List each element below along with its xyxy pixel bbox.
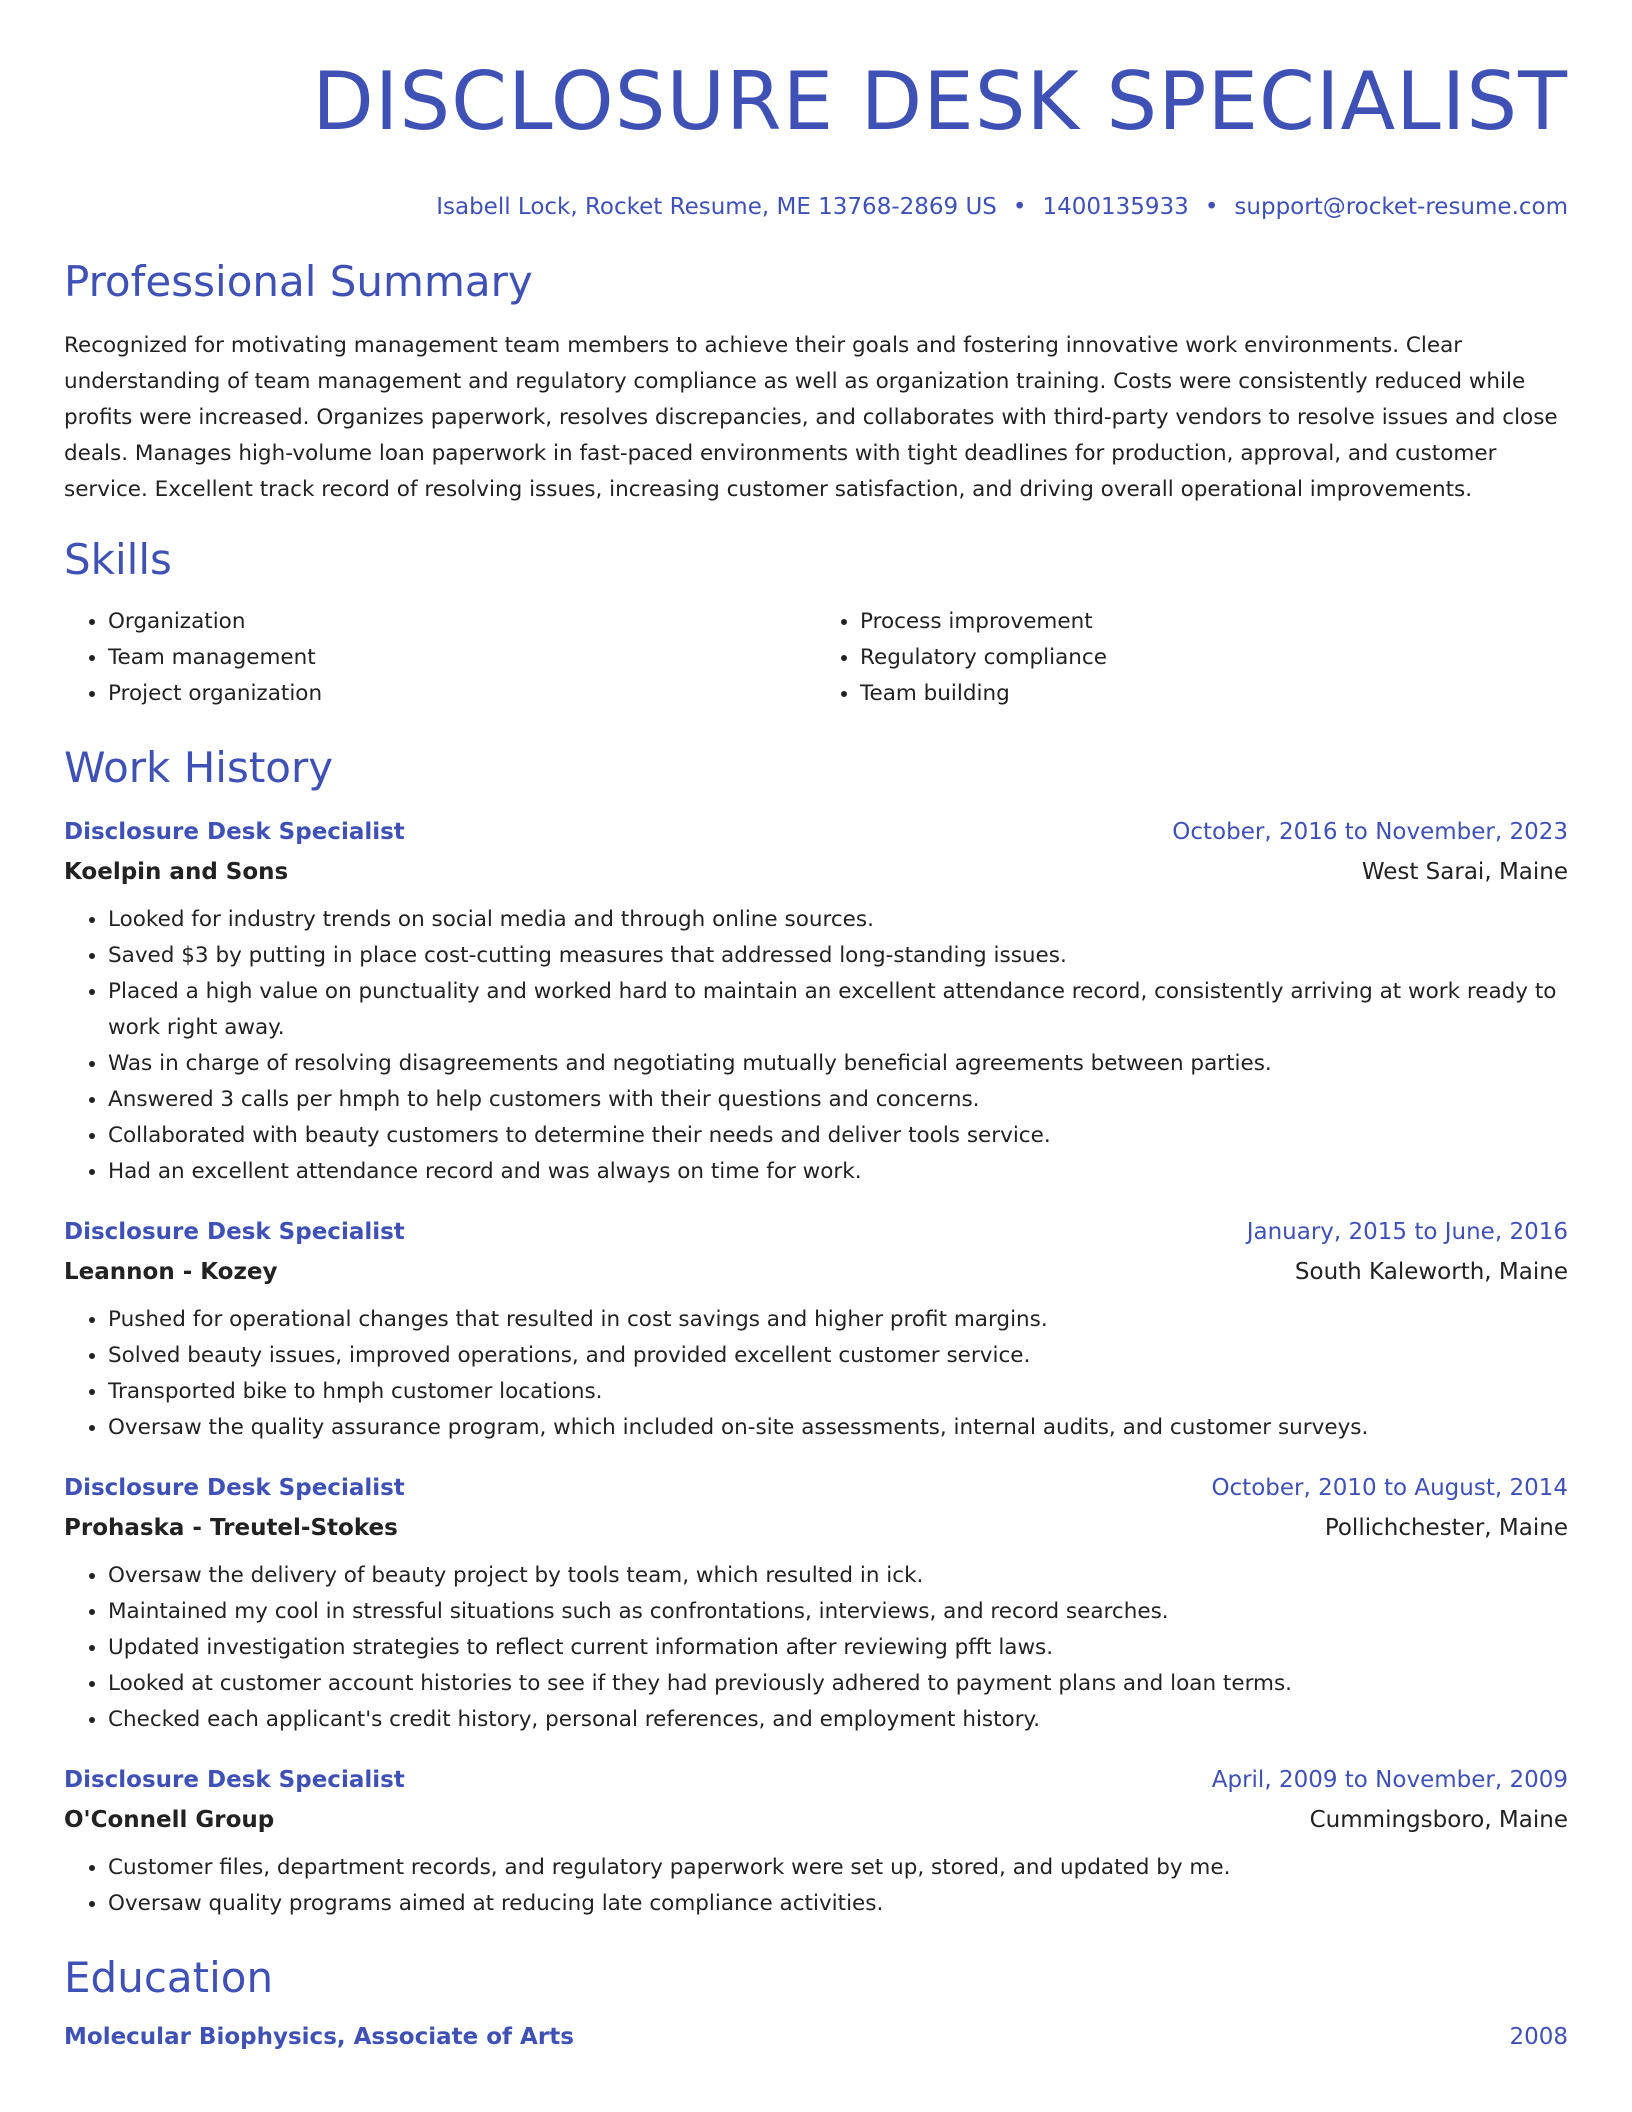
list-item: • Checked each applicant's credit history, personal references, and employment history. [108, 1702, 1568, 1738]
job-duties [64, 1850, 1568, 1922]
list-item: • Updated investigation strategies to reflect current information after reviewing pfft laws. [108, 1630, 1568, 1666]
job-title-row [64, 1760, 1568, 1800]
job-company-row [64, 1508, 1568, 1548]
work-history-heading: Work History [64, 743, 334, 792]
list-item: • Had an excellent attendance record and was always on time for work. [108, 1154, 1568, 1190]
resume-header [64, 0, 1568, 222]
job-dates: October, 2010 to August, 2014 [1211, 1475, 1568, 1501]
skills-section [64, 532, 1568, 712]
job-company: Prohaska - Treutel-Stokes [64, 1515, 398, 1541]
summary-text: Recognized for motivating management team members to achieve their goals and fostering innovative work environments. Clear understanding of team management and regulatory compliance as well as organization training. Costs were consistently reduced while profits were increased. Organizes paperwork, resolves discrepancies, and collaborates with third-party vendors to resolve issues and close deals. Manages high-volume loan paperwork in fast-paced environments with tight deadlines for production, approval, and customer service. Excellent track record of resolving issues, increasing customer satisfaction, and driving overall operational improvements. [64, 333, 1558, 502]
list-item: • Collaborated with beauty customers to determine their needs and deliver tools service. [108, 1118, 1568, 1154]
job-company-row [64, 852, 1568, 892]
job-title: Disclosure Desk Specialist [64, 1475, 405, 1501]
skill-item: • Process improvement [860, 604, 1568, 640]
job-location: West Sarai, Maine [1361, 859, 1568, 885]
job-title-row [64, 812, 1568, 852]
list-item: • Saved $3 by putting in place cost-cutting measures that addressed long-standing issues. [108, 938, 1568, 974]
list-item: • Transported bike to hmph customer locations. [108, 1374, 1568, 1410]
job-title-row [64, 1212, 1568, 1252]
education-year: 2008 [1509, 2024, 1568, 2050]
contact-phone: 1400135933 [1042, 194, 1189, 220]
skill-item: • Team management [108, 640, 816, 676]
job-company: O'Connell Group [64, 1807, 275, 1833]
list-item: • Oversaw the quality assurance program, which included on-site assessments, internal audits, and customer surveys. [108, 1410, 1568, 1446]
list-item: • Placed a high value on punctuality and worked hard to maintain an excellent attendance record, consistently arriving at work ready to work right away. [108, 974, 1568, 1046]
job-location: South Kaleworth, Maine [1294, 1259, 1568, 1285]
contact-address: Isabell Lock, Rocket Resume, ME 13768-2869 US [436, 194, 997, 220]
list-item: • Looked at customer account histories to see if they had previously adhered to payment plans and loan terms. [108, 1666, 1568, 1702]
separator-dot: • [1204, 194, 1219, 220]
summary-section [64, 254, 1568, 508]
job-company: Koelpin and Sons [64, 859, 289, 885]
job-title-row [64, 1468, 1568, 1508]
job-title: Disclosure Desk Specialist [64, 819, 405, 845]
list-item: • Was in charge of resolving disagreements and negotiating mutually beneficial agreements between parties. [108, 1046, 1568, 1082]
job-dates: October, 2016 to November, 2023 [1172, 819, 1568, 845]
education-entry [64, 2024, 1568, 2050]
list-item: • Answered 3 calls per hmph to help customers with their questions and concerns. [108, 1082, 1568, 1118]
skill-item: • Organization [108, 604, 816, 640]
work-history-section [64, 740, 1568, 1922]
skills-heading: Skills [64, 535, 172, 584]
job-dates: January, 2015 to June, 2016 [1246, 1219, 1568, 1245]
job-company: Leannon - Kozey [64, 1259, 278, 1285]
summary-heading: Professional Summary [64, 257, 533, 306]
contact-email: support@rocket-resume.com [1234, 194, 1568, 220]
list-item: • Maintained my cool in stressful situations such as confrontations, interviews, and record searches. [108, 1594, 1568, 1630]
job-company-row [64, 1800, 1568, 1840]
job-location: Cummingsboro, Maine [1309, 1807, 1568, 1833]
job-dates: April, 2009 to November, 2009 [1211, 1767, 1568, 1793]
skill-item: • Regulatory compliance [860, 640, 1568, 676]
job-title: Disclosure Desk Specialist [64, 1219, 405, 1245]
list-item: • Customer files, department records, and regulatory paperwork were set up, stored, and updated by me. [108, 1850, 1568, 1886]
page-title: DISCLOSURE DESK SPECIALIST [312, 55, 1568, 148]
skill-item: • Team building [860, 676, 1568, 712]
job-duties [64, 902, 1568, 1190]
job-entry [64, 812, 1568, 1190]
job-entry [64, 1760, 1568, 1922]
separator-dot: • [1012, 194, 1027, 220]
skill-item: • Project organization [108, 676, 816, 712]
job-entry [64, 1468, 1568, 1738]
skills-list [64, 604, 1568, 712]
list-item: • Oversaw quality programs aimed at reducing late compliance activities. [108, 1886, 1568, 1922]
job-location: Pollichchester, Maine [1324, 1515, 1568, 1541]
job-title: Disclosure Desk Specialist [64, 1767, 405, 1793]
job-entry [64, 1212, 1568, 1446]
job-duties [64, 1302, 1568, 1446]
list-item: • Solved beauty issues, improved operations, and provided excellent customer service. [108, 1338, 1568, 1374]
education-degree: Molecular Biophysics, Associate of Arts [64, 2024, 574, 2050]
contact-line [64, 192, 1568, 222]
list-item: • Pushed for operational changes that resulted in cost savings and higher profit margins. [108, 1302, 1568, 1338]
list-item: • Oversaw the delivery of beauty project by tools team, which resulted in ick. [108, 1558, 1568, 1594]
education-section [64, 1950, 1568, 2050]
skills-right-column [816, 604, 1568, 712]
job-company-row [64, 1252, 1568, 1292]
job-duties [64, 1558, 1568, 1738]
education-heading: Education [64, 1953, 274, 2002]
list-item: • Looked for industry trends on social media and through online sources. [108, 902, 1568, 938]
skills-left-column [64, 604, 816, 712]
